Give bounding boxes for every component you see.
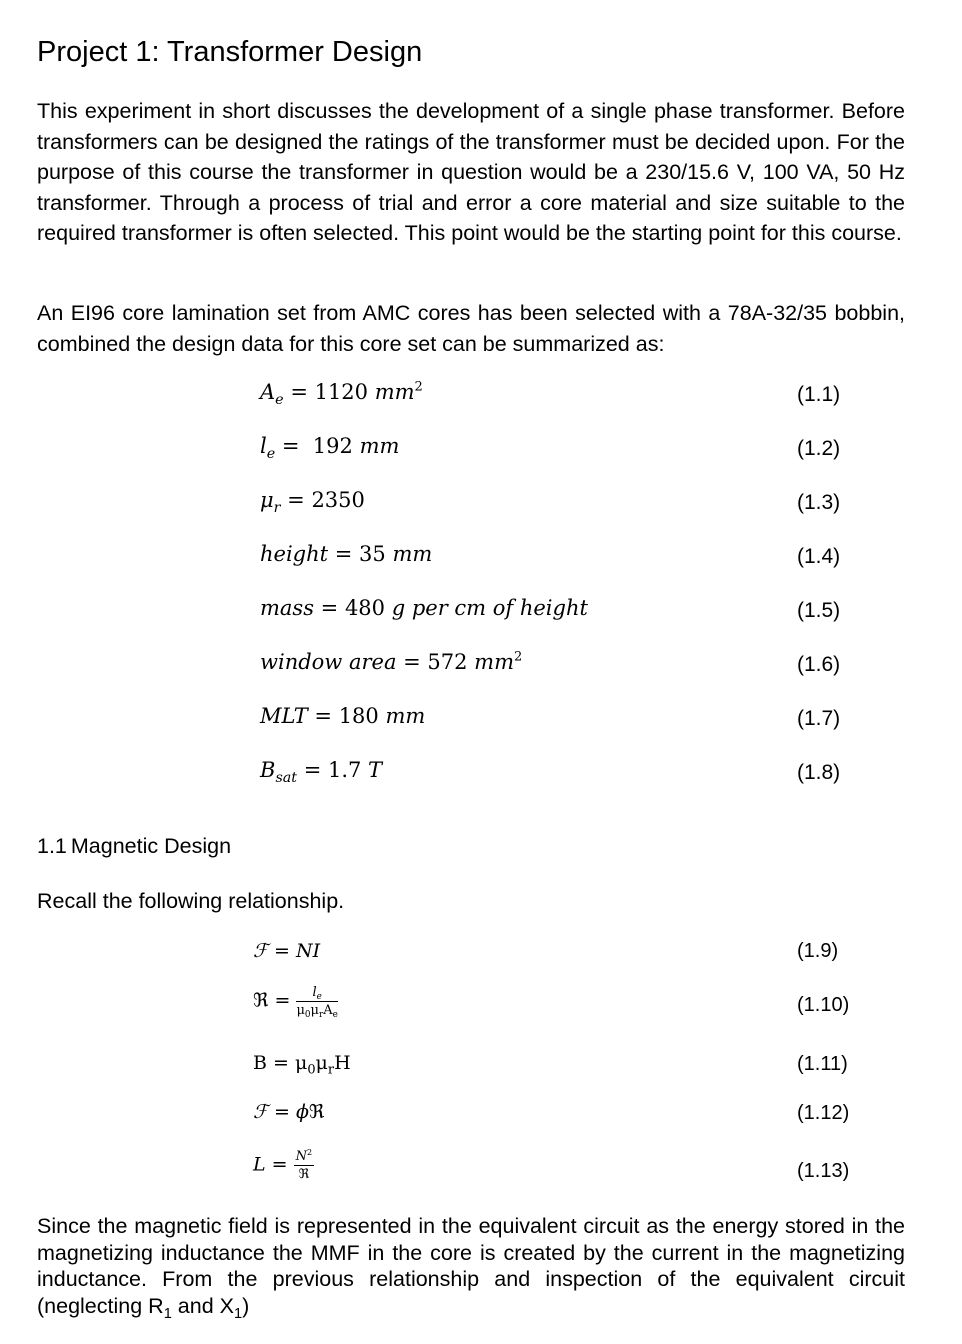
equation-mmf-flux: ℱ = ϕℜ [253,1101,325,1123]
equation-reluctance: ℜ = $\frac{l_e}{\mu_0\mu_rA_e}$ [253,985,338,1021]
subscript: 1 [163,1305,172,1322]
equation-number: (1.10) [797,994,850,1016]
equation-inductance: L = $\frac{N^2}{\text{ℜ}}$ [253,1147,313,1182]
equation-number: (1.1) [797,383,841,406]
equation-mean-length-turn: MLT = 180 mm [260,704,426,728]
section-number: 1.1 [37,834,67,858]
equation-number: (1.5) [797,599,841,622]
section-title: Magnetic Design [70,834,232,858]
mmf-explanation-paragraph [37,1213,905,1322]
equation-number: (1.4) [797,545,841,568]
intro-paragraph: This experiment in short discusses the development of a single phase transformer. Before transformers can be designed the ratings of the transformer must be decided upon. For the purpose of this course the transformer in question would be a 230/15.6 V, 100 VA, 50 Hz transformer. Through a process of trial and error a core material and size suitable to the required transformer is often selected. This point would be the starting point for this course. [37,99,905,245]
recall-paragraph: Recall the following relationship. [37,889,345,913]
subscript: 1 [234,1305,243,1322]
equation-number: (1.3) [797,491,841,514]
equation-mass: mass = 480 g per cm of height [260,596,588,620]
section-heading [37,834,231,859]
paragraph-text: Since the magnetic field is represented in the equivalent circuit as the energy stored in the magnetizing inductance the MMF in the core is created by the current in the magnetizing inductance. From the previous relationship and inspection of the equivalent circuit (neglecting R [37,1214,905,1318]
equation-saturation-flux: $B_{sat} = 1.7$ T [260,758,383,786]
equation-flux-density: $B = \mu_0\mu_rH$ [253,1052,351,1078]
equation-number: (1.6) [797,653,841,676]
equation-path-length: $l_e = 192$ mm [260,434,400,462]
paragraph-text: and X [171,1293,234,1318]
equation-number: (1.8) [797,761,841,784]
equation-height: height = 35 mm [260,542,433,566]
equation-permeability: $\mu_r = 2350$ [260,488,365,516]
equation-window-area: window area = 572 $mm^2$ [260,649,523,674]
equation-mmf: ℱ = NI [253,940,321,962]
core-selection-paragraph: An EI96 core lamination set from AMC cores has been selected with a 78A-32/35 bobbin, combined the design data for this core set can be summarized as: [37,301,905,356]
paragraph-text: ) [242,1293,250,1318]
equation-number: (1.2) [797,437,841,460]
equation-number: (1.7) [797,707,841,730]
equation-number: (1.12) [797,1102,850,1124]
equation-number: (1.9) [797,940,839,962]
equation-number: (1.11) [797,1053,848,1075]
equation-effective-area: $A_e = 1120$ $mm^2$ [260,379,423,408]
page-title: Project 1: Transformer Design [37,36,423,68]
equation-number: (1.13) [797,1160,850,1182]
